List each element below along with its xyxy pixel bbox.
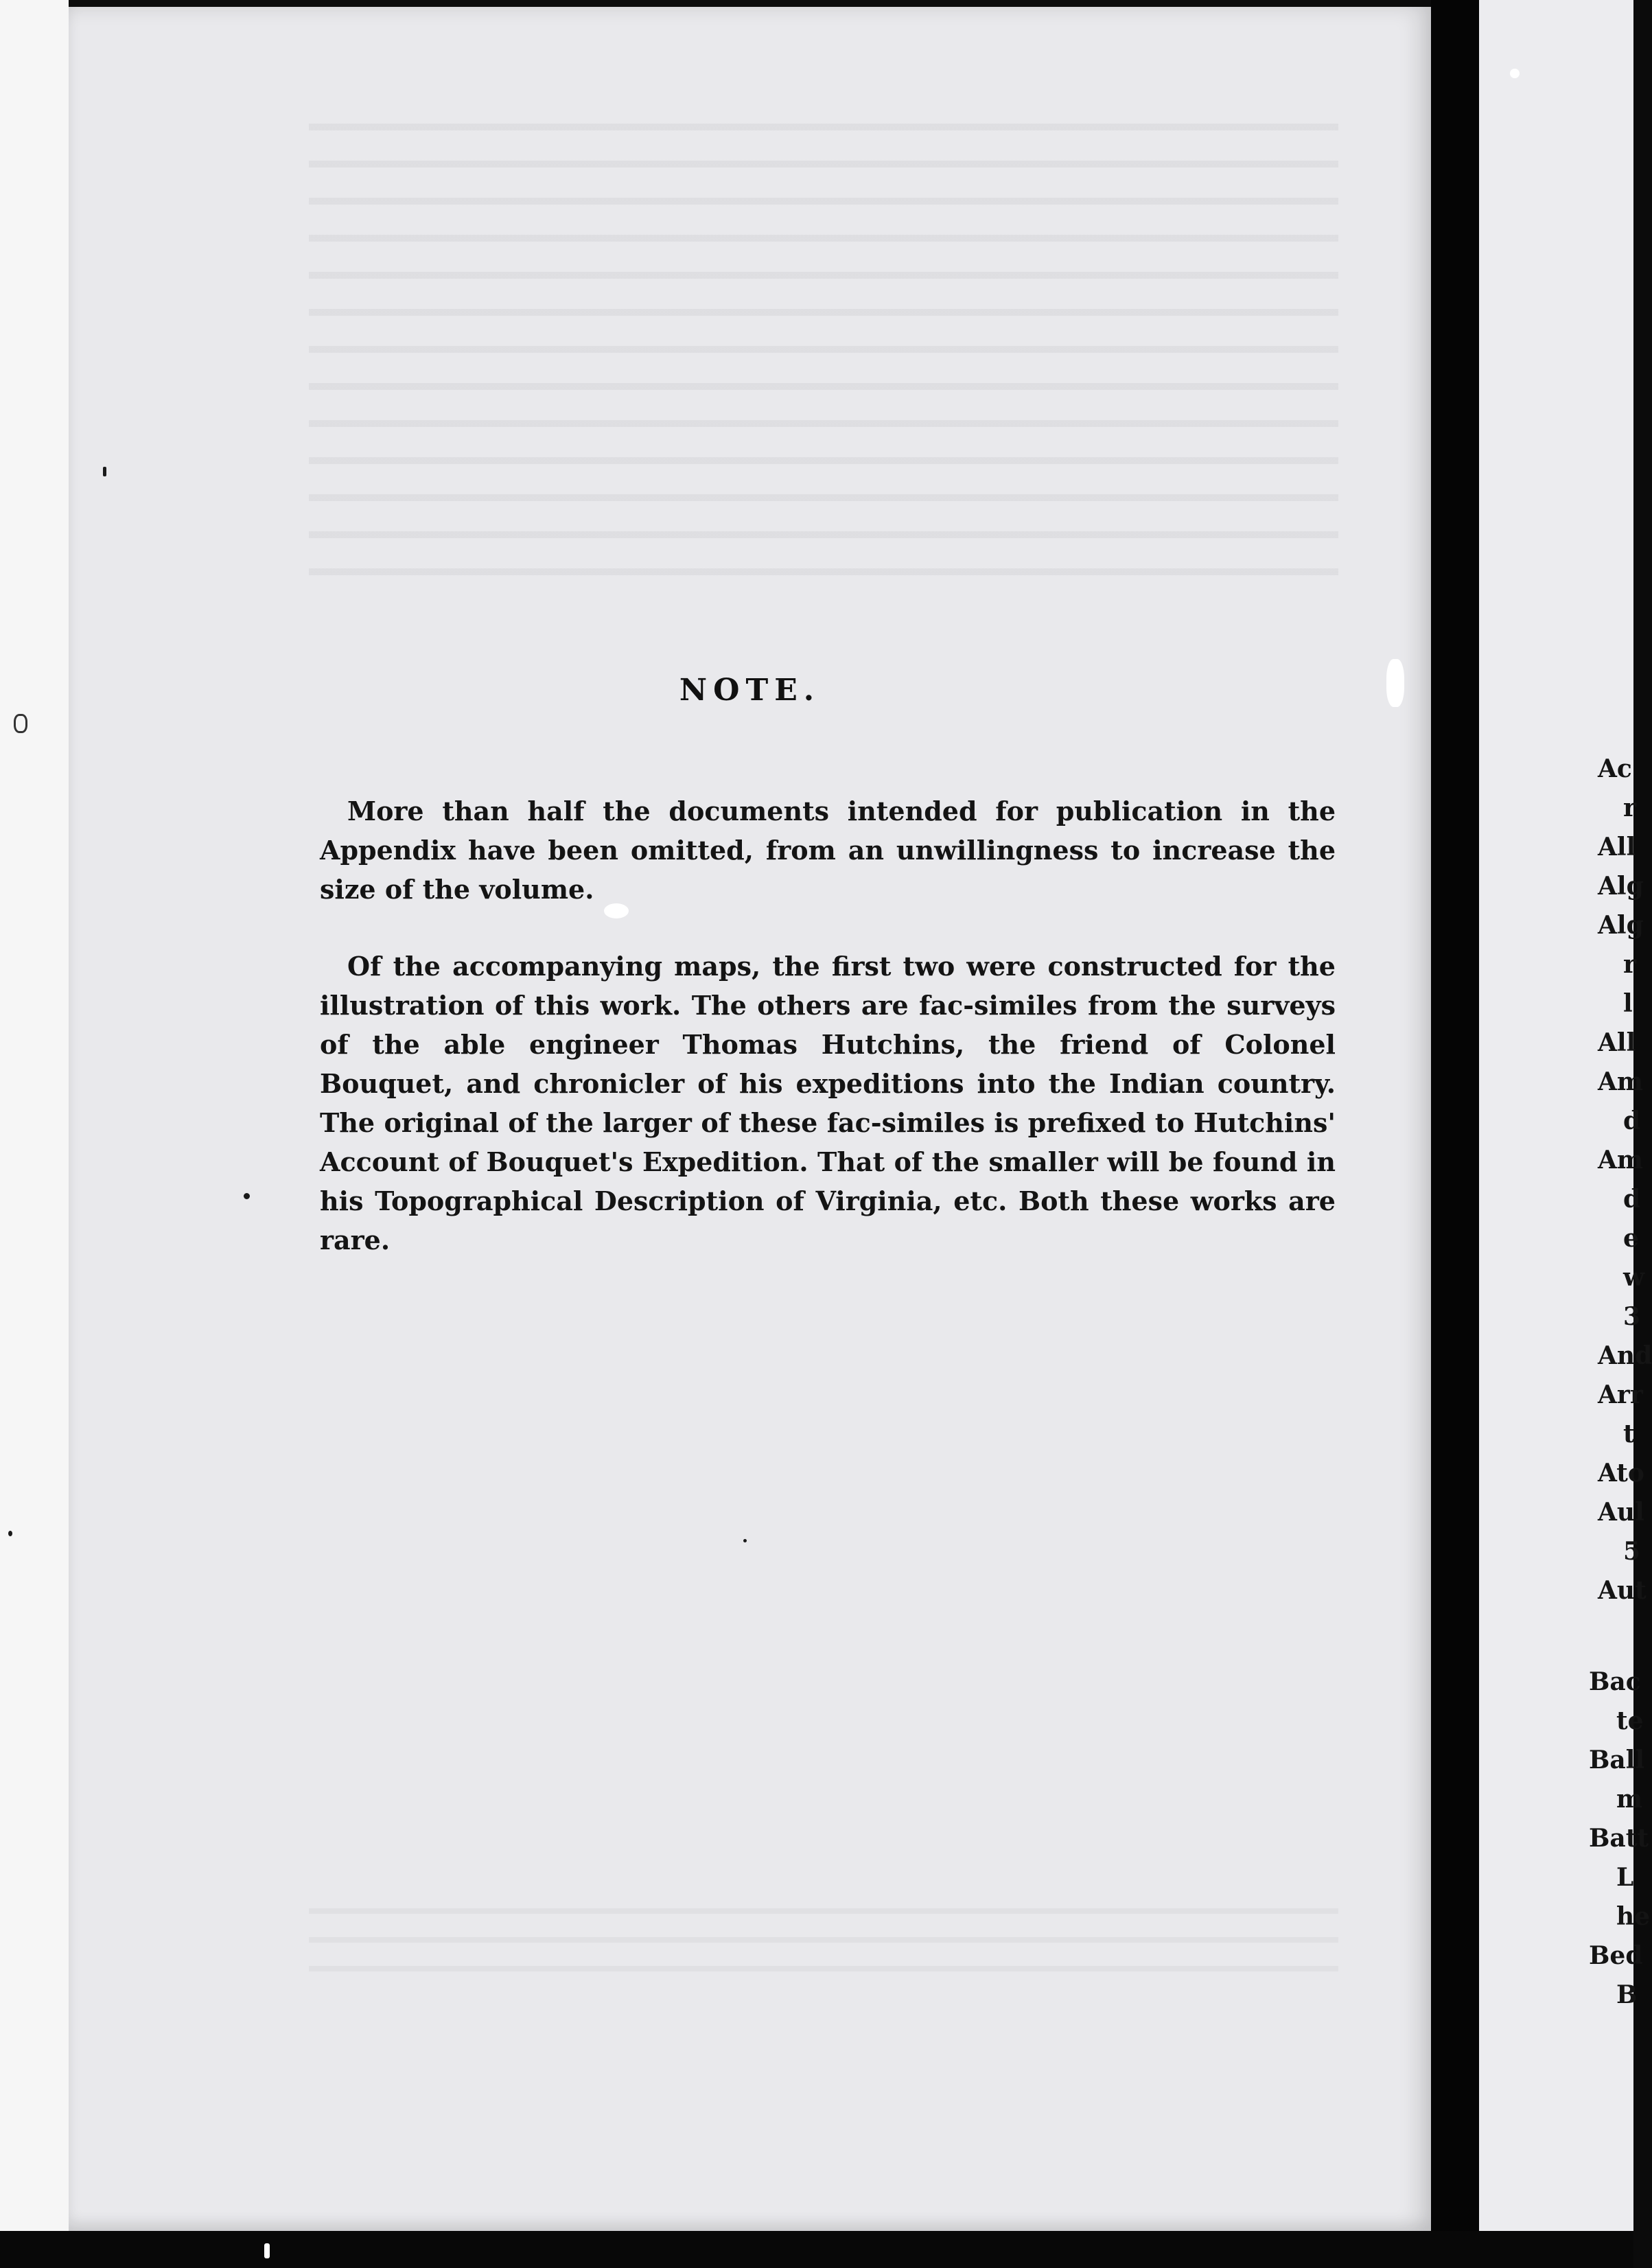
facing-page-index-fragments-lower — [1589, 1667, 1651, 2011]
ink-speck — [14, 714, 27, 733]
show-through-text — [309, 124, 1338, 604]
paper-blemish — [604, 903, 629, 918]
index-fragment: Batt — [1589, 1824, 1649, 1853]
index-fragment: r — [1623, 950, 1636, 979]
left-margin — [0, 0, 69, 2268]
index-fragment: Alg — [1598, 872, 1644, 901]
index-fragment: Ato — [1598, 1459, 1644, 1488]
note-heading: NOTE. — [679, 673, 821, 708]
index-fragment: te — [1616, 1706, 1644, 1735]
index-fragment: l — [1623, 989, 1633, 1018]
ink-speck — [244, 1193, 250, 1199]
index-fragment: 3 — [1623, 1302, 1641, 1331]
index-fragment: Arr — [1598, 1380, 1643, 1409]
index-fragment: Ac — [1598, 754, 1632, 783]
note-paragraph-2: Of the accompanying maps, the first two were constructed for the illustration of this work. The others are fac-similes from the surveys of the able engineer Thomas Hutchins, the friend of Colonel Bouquet, and chronicler of his expeditions into the Indian country. The original of the larger of these fac-similes is prefixed to Hutchins' Account of Bouquet's Expedition. That of the smaller will be found in his Topographical Description of Virginia, etc. Both these works are rare. — [320, 951, 1336, 1256]
index-fragment: Am — [1598, 1146, 1644, 1174]
index-fragment: Ball — [1589, 1746, 1645, 1774]
ink-speck — [8, 1531, 12, 1536]
paper-blemish — [1510, 69, 1520, 78]
index-fragment: Alg — [1598, 911, 1644, 940]
index-fragment: r — [1623, 794, 1636, 822]
index-fragment: Am — [1598, 1067, 1644, 1096]
index-fragment: e — [1623, 1224, 1639, 1253]
index-fragment: d — [1623, 1185, 1641, 1214]
index-fragment: t — [1623, 1420, 1635, 1448]
index-fragment: m — [1616, 1785, 1643, 1814]
index-fragment: Bac — [1589, 1667, 1641, 1696]
index-fragment: Aul — [1598, 1498, 1644, 1527]
index-fragment: And — [1598, 1341, 1652, 1370]
bottom-scan-edge — [0, 2231, 1633, 2268]
index-fragment: All — [1598, 833, 1636, 861]
index-fragment: All — [1598, 1028, 1636, 1057]
index-fragment: he — [1616, 1902, 1651, 1931]
index-fragment: L — [1616, 1863, 1634, 1892]
paper-blemish — [264, 2243, 270, 2258]
index-fragment: 5 — [1623, 1537, 1641, 1566]
index-fragment: Bed — [1589, 1941, 1643, 1970]
ink-speck — [103, 467, 106, 476]
paper-blemish — [1386, 659, 1404, 707]
show-through-text-bottom — [309, 1908, 1338, 1984]
index-fragment: Aut — [1598, 1576, 1647, 1605]
ink-speck — [743, 1539, 747, 1542]
index-fragment: B — [1616, 1980, 1638, 2009]
index-fragment: d — [1623, 1107, 1641, 1135]
book-gutter — [1431, 0, 1479, 2268]
note-paragraph-1: More than half the documents intended for publication in the Appendix have been omitted, from an unwillingness to increase the size of the volume. — [320, 796, 1336, 905]
index-fragment: w — [1623, 1263, 1644, 1292]
